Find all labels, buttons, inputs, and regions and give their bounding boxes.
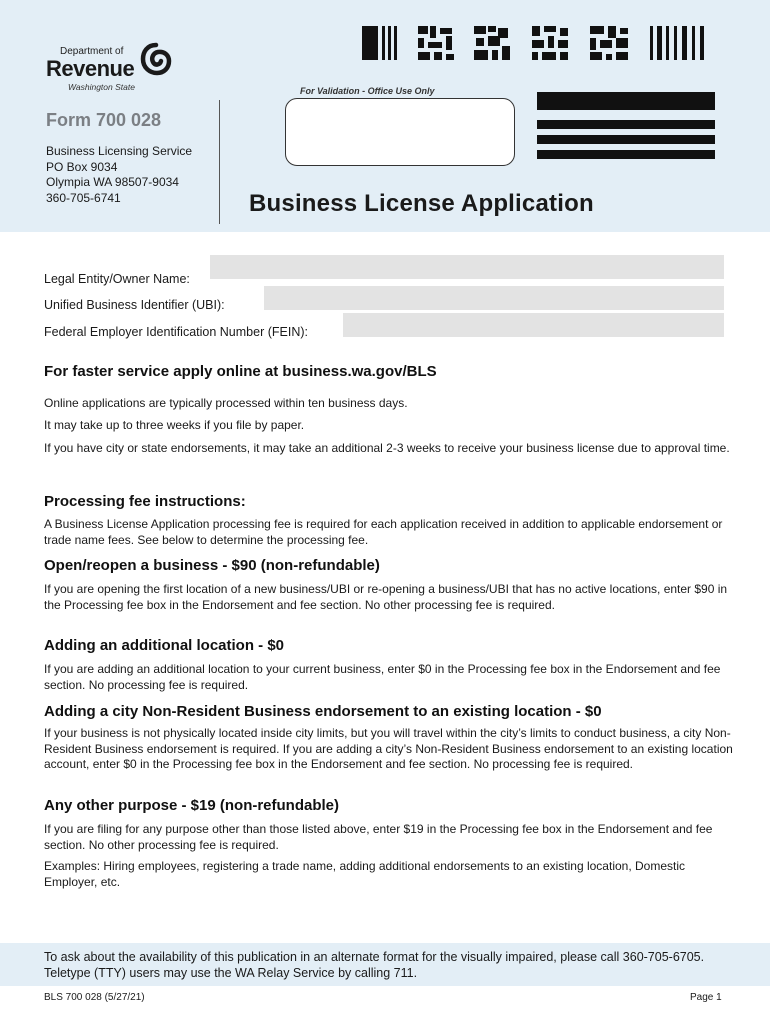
barcode-icon <box>360 24 716 64</box>
open-text: If you are opening the first location of a new business/UBI or re-opening a business/UBI that has no active locations, enter $90 in the Processing fee box in the Endorsement and fee section. No other processing fee is required. <box>44 582 728 612</box>
legal-name-label: Legal Entity/Owner Name: <box>44 272 190 286</box>
address-line: PO Box 9034 <box>46 159 118 174</box>
validation-box <box>285 98 515 166</box>
address-line: 360-705-6741 <box>46 190 121 205</box>
fein-label: Federal Employer Identification Number (FEIN): <box>44 325 308 339</box>
online-line-2: It may take up to three weeks if you file by paper. <box>44 418 305 432</box>
online-line-1: Online applications are typically processed within ten business days. <box>44 396 408 410</box>
open-heading: Open/reopen a business - $90 (non-refundable) <box>44 557 380 574</box>
accessibility-note: To ask about the availability of this publication in an alternate format for the visually impaired, please call 360-705-6705. Teletype (TTY) users may use the WA Relay Service by calling 711. <box>44 950 705 980</box>
page-title: Business License Application <box>249 190 594 217</box>
ubi-label: Unified Business Identifier (UBI): <box>44 298 225 312</box>
nonresident-heading: Adding a city Non-Resident Business endorsement to an existing location - $0 <box>44 703 602 720</box>
form-number: Form 700 028 <box>46 110 162 130</box>
additional-heading: Adding an additional location - $0 <box>44 637 285 654</box>
fein-field[interactable] <box>343 313 724 337</box>
validation-label: For Validation - Office Use Only <box>300 86 435 96</box>
other-text: If you are filing for any purpose other than those listed above, enter $19 in the Processing fee box in the Endorsement and fee section. No other processing fee is required. <box>44 822 713 852</box>
legal-name-field[interactable] <box>210 255 724 279</box>
other-heading: Any other purpose - $19 (non-refundable) <box>44 797 340 814</box>
form-code: BLS 700 028 (5/27/21) <box>44 992 145 1003</box>
other-examples: Examples: Hiring employees, registering a trade name, adding additional endorsements to an existing location, Domestic Employer, etc. <box>44 859 686 889</box>
online-heading: For faster service apply online at business.wa.gov/BLS <box>44 363 437 380</box>
ubi-field[interactable] <box>264 286 724 310</box>
page-number: Page 1 <box>690 992 722 1003</box>
agency-address <box>46 144 192 206</box>
revenue-swirl-icon <box>140 42 172 76</box>
address-line: Business Licensing Service <box>46 144 193 158</box>
nonresident-text: If your business is not physically located inside city limits, but you will travel within the city’s limits to conduct business, a city Non-Resident Business endorsement is required. If you are adding a city’s Non-Resident Business endorsement to an existing location account, enter $0 in the Processing fee box in the Endorsement and fee section. No processing fee is required. <box>44 726 733 771</box>
logo-dept: Department of <box>60 46 124 57</box>
office-use-redaction-bars <box>537 92 715 165</box>
fees-heading: Processing fee instructions: <box>44 493 246 510</box>
footer-band <box>0 943 770 986</box>
additional-text: If you are adding an additional location to your current business, enter $0 in the Processing fee box in the Endorsement and fee section. No processing fee is required. <box>44 662 721 692</box>
logo-name: Revenue <box>46 56 135 81</box>
fees-intro: A Business License Application processing fee is required for each application received in addition to applicable endorsement or trade name fees. See below to determine the processing fee. <box>44 517 723 547</box>
header-divider <box>219 100 220 224</box>
logo-state: Washington State <box>68 82 135 92</box>
address-line: Olympia WA 98507-9034 <box>46 175 179 189</box>
online-line-3: If you have city or state endorsements, it may take an additional 2-3 weeks to receive your business license due to approval time. <box>44 441 730 455</box>
dor-logo <box>46 40 186 96</box>
